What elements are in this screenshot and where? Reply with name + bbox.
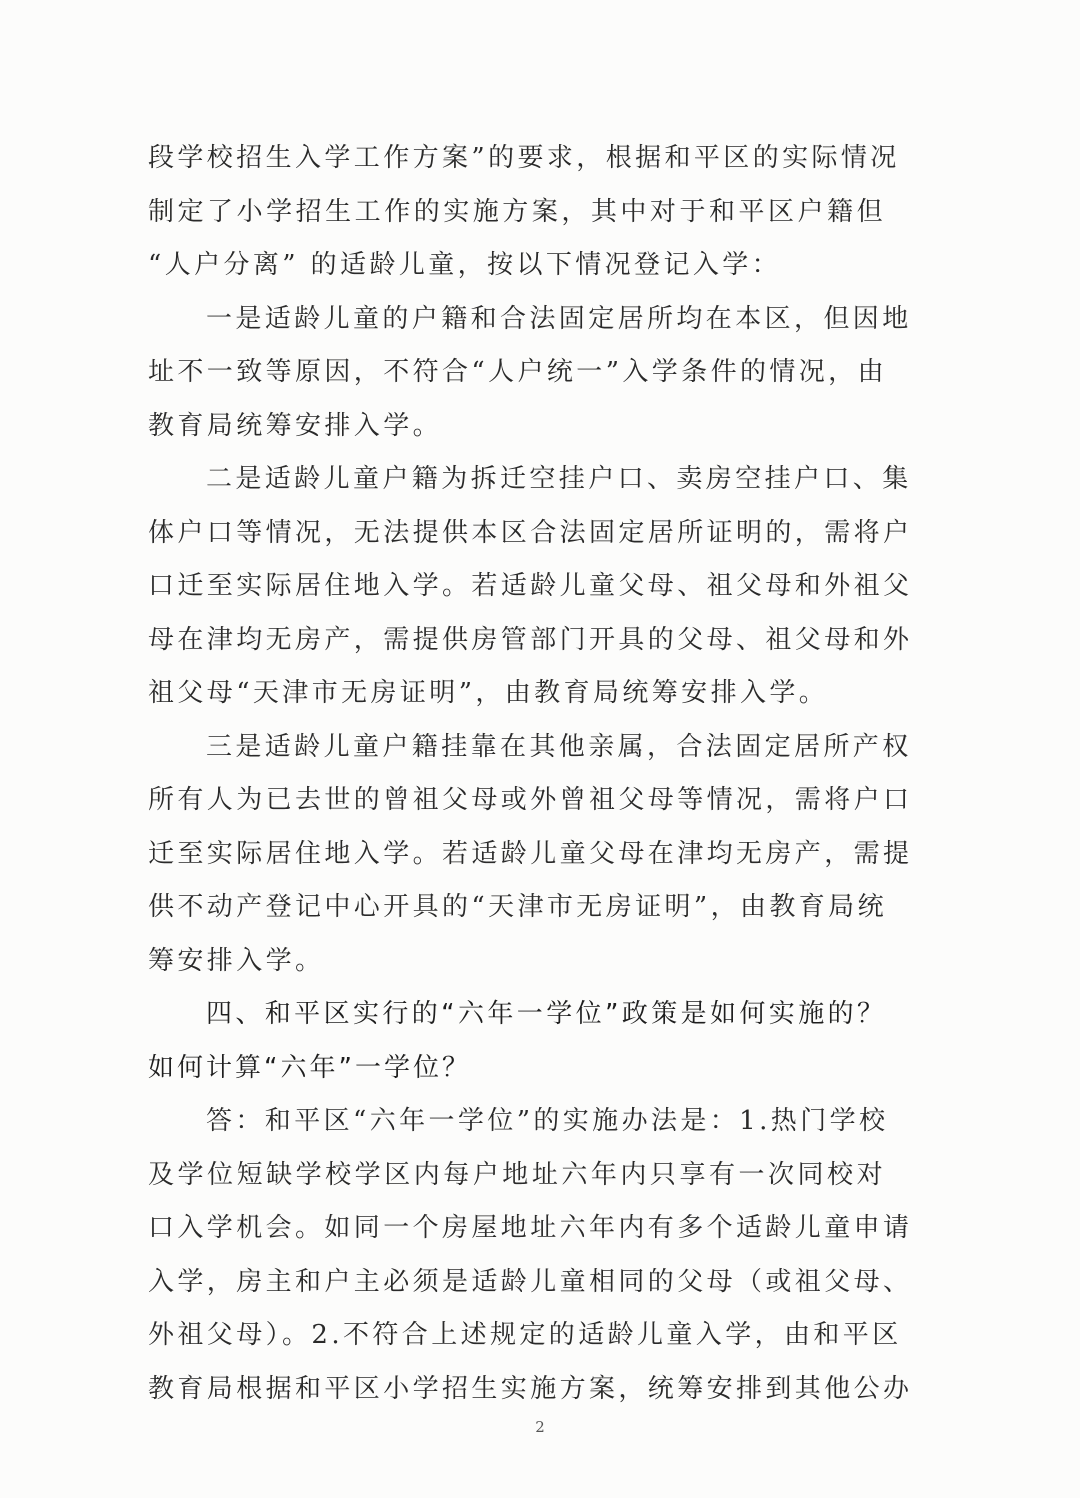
text-line: 母在津均无房产，需提供房管部门开具的父母、祖父母和外 xyxy=(148,624,913,655)
text-line: 段学校招生入学工作方案”的要求，根据和平区的实际情况 xyxy=(148,143,900,173)
text-line: 制定了小学招生工作的实施方案，其中对于和平区户籍但 xyxy=(148,196,886,227)
text-line: 筹安排入学。 xyxy=(148,945,325,976)
text-line: 入学，房主和户主必须是适龄儿童相同的父母（或祖父母、 xyxy=(148,1266,913,1297)
document-body xyxy=(148,132,913,1416)
text-line: 址不一致等原因，不符合“人户统一”入学条件的情况，由 xyxy=(148,357,887,387)
page-number: 2 xyxy=(535,1418,545,1436)
paragraph-three-start: 三是适龄儿童户籍挂靠在其他亲属，合法固定居所产权 xyxy=(206,731,912,762)
paragraph-two-start: 二是适龄儿童户籍为拆迁空挂户口、卖房空挂户口、集 xyxy=(206,464,912,494)
text-line: 外祖父母）。2.不符合上述规定的适龄儿童入学，由和平区 xyxy=(148,1320,902,1350)
text-line: 教育局根据和平区小学招生实施方案，统筹安排到其他公办 xyxy=(148,1373,913,1404)
text-line: 及学位短缺学校学区内每户地址六年内只享有一次同校对 xyxy=(148,1159,886,1190)
text-line: “人户分离” 的适龄儿童，按以下情况登记入学： xyxy=(148,250,782,280)
paragraph-one-start: 一是适龄儿童的户籍和合法固定居所均在本区，但因地 xyxy=(206,303,912,334)
text-line: 供不动产登记中心开具的“天津市无房证明”，由教育局统 xyxy=(148,892,887,922)
section-heading-continued: 如何计算“六年”一学位？ xyxy=(148,1052,471,1083)
text-line: 祖父母“天津市无房证明”，由教育局统筹安排入学。 xyxy=(148,678,829,708)
text-line: 教育局统筹安排入学。 xyxy=(148,410,443,441)
section-heading: 四、和平区实行的“六年一学位”政策是如何实施的？ xyxy=(206,999,886,1029)
text-line: 所有人为已去世的曾祖父母或外曾祖父母等情况，需将户口 xyxy=(148,785,913,815)
text-line: 口入学机会。如同一个房屋地址六年内有多个适龄儿童申请 xyxy=(148,1213,913,1243)
text-line: 口迁至实际居住地入学。若适龄儿童父母、祖父母和外祖父 xyxy=(148,571,913,601)
text-line: 体户口等情况，无法提供本区合法固定居所证明的，需将户 xyxy=(148,517,913,548)
answer-paragraph-start: 答：和平区“六年一学位”的实施办法是：1.热门学校 xyxy=(206,1106,889,1136)
text-line: 迁至实际居住地入学。若适龄儿童父母在津均无房产，需提 xyxy=(148,838,913,869)
